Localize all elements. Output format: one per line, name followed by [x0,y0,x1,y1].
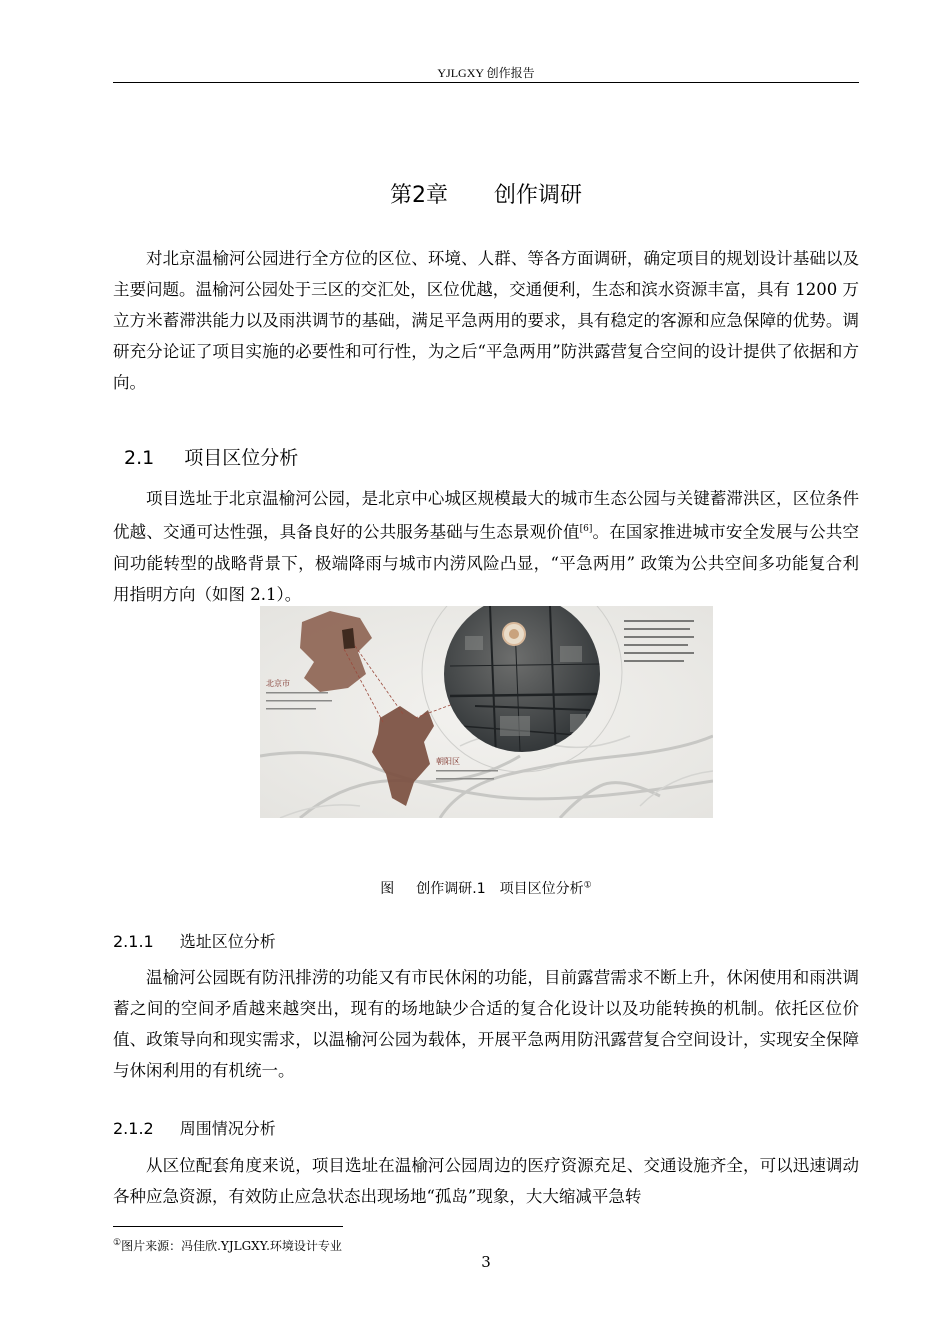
location-text-a: 项目选址于北京温榆河公园，是北京中心城区规模最大的城市生态公园与关键蓄滞洪区，区位条件优越、交通可达性强，具备良好的公共服务基础与生态景观价值 [113,489,859,542]
section-heading-2-1-2 [113,1116,276,1139]
caption-label: 图 [380,881,395,897]
caption-text: 创作调研.1 项目区位分析 [416,881,584,897]
figure-caption [113,878,859,898]
footnote-mark: ① [113,1238,122,1248]
caption-footnote-mark: ① [583,880,592,891]
page-number: 3 [481,1253,491,1271]
footnote-text: 图片来源：冯佳欣.YJLGXY.环境设计专业 [121,1239,342,1253]
subsection-title: 选址区位分析 [179,932,276,951]
subsection-number: 2.1.1 [113,932,154,951]
footnote-rule [113,1226,343,1227]
section-number: 2.1 [124,447,155,469]
chapter-name: 创作调研 [493,183,582,208]
site-location-paragraph: 温榆河公园既有防汛排涝的功能又有市民休闲的功能，目前露营需求不断上升，休闲使用和雨洪调蓄之间的空间矛盾越来越突出，现有的场地缺少合适的复合化设计以及功能转换的机制。依托区位价值、政策导向和现实需求，以温榆河公园为载体，开展平急两用防汛露营复合空间设计，实现安全保障与休闲利用的有机统一。 [113,968,859,1080]
chapter-number: 第2章 [389,183,448,208]
section-title: 项目区位分析 [184,447,299,469]
intro-paragraph: 对北京温榆河公园进行全方位的区位、环境、人群、等各方面调研，确定项目的规划设计基础以及主要问题。温榆河公园处于三区的交汇处，区位优越，交通便利，生态和滨水资源丰富，具有 1200 万立方米蓄滞洪能力以及雨洪调节的基础，满足平急两用的要求，具有稳定的客源和应急保障的优势。调研充分论证了项目实施的必要性和可行性，为之后“平急两用”防洪露营复合空间的设计提供了依据和方向。 [113,249,859,392]
chapter-title [113,178,859,209]
label-beijing: 北京市 [266,679,290,688]
location-analysis-figure [260,606,713,818]
label-chaoyang: 朝阳区 [436,757,460,766]
subsection-number: 2.1.2 [113,1119,154,1138]
location-paragraph [113,483,859,610]
citation-ref: [6] [579,524,593,534]
subsection-title: 周围情况分析 [179,1119,276,1138]
page-header: YJLGXY 创作报告 [437,66,535,80]
footnote [113,1237,342,1254]
location-text-b: 。在国家推进城市安全发展与公共空间功能转型的战略背景下，极端降雨与城市内涝风险凸显，“平急两用” 政策为公共空间多功能复合利用指明方向（如图 2.1）。 [113,522,860,604]
header-rule [113,82,859,83]
section-heading-2-1 [124,443,298,470]
surroundings-paragraph: 从区位配套角度来说，项目选址在温榆河公园周边的医疗资源充足、交通设施齐全，可以迅速调动各种应急资源，有效防止应急状态出现场地“孤岛”现象，大大缩减平急转 [113,1156,859,1206]
section-heading-2-1-1 [113,929,276,952]
